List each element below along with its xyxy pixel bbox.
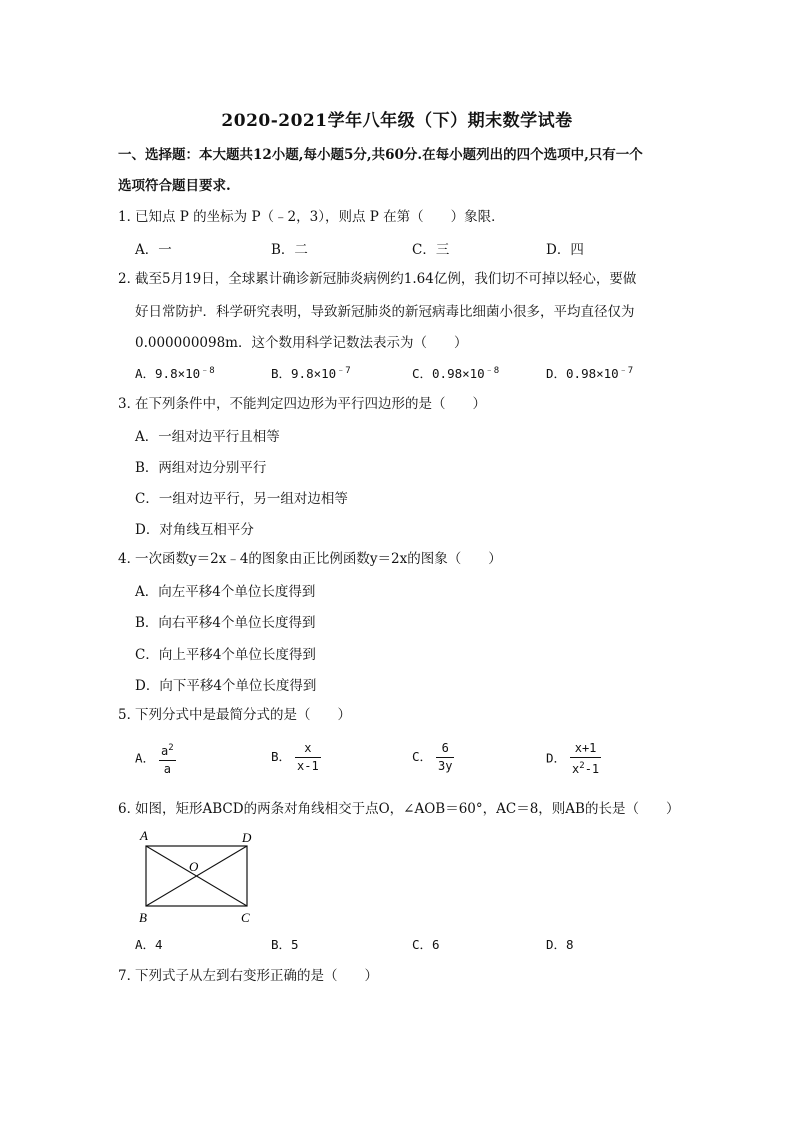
- q1-option-d: D．四: [546, 242, 584, 258]
- q2-option-c: C．$0.98\times 10^{﹣8}$: [412, 366, 500, 382]
- fraction: $\frac{x}{x-1}$: [297, 741, 319, 773]
- q6-option-a: A．4: [135, 937, 163, 952]
- q6-option-b: B．5: [271, 937, 299, 952]
- question-text: 下列分式中是最简分式的是（ ）: [135, 707, 351, 723]
- fraction: $\frac{x+1}{x^2-1}$: [572, 741, 600, 776]
- question-text-line-3: 0.000000098m．这个数用科学记数法表示为（ ）: [135, 335, 468, 351]
- question-text-line-1: 截至5月19日，全球累计确诊新冠肺炎病例约1.64亿例，我们切不可掉以轻心，要做: [135, 271, 637, 287]
- question-number: 1．: [118, 209, 141, 225]
- q2-option-b: B．$9.8\times 10^{﹣7}$: [271, 366, 351, 382]
- q4-option-b: B．向右平移4个单位长度得到: [135, 615, 316, 631]
- question-text: 下列式子从左到右变形正确的是（ ）: [135, 968, 378, 984]
- q3-option-c: C．一组对边平行，另一组对边相等: [135, 491, 348, 507]
- q3-option-a: A．一组对边平行且相等: [135, 429, 280, 445]
- q4-option-d: D．向下平移4个单位长度得到: [135, 678, 317, 694]
- label-a: A: [140, 828, 148, 843]
- q5-option-c: C． $\frac{6}{3y}$: [412, 741, 453, 773]
- question-number: 6．: [118, 801, 141, 817]
- q3-option-d: D．对角线互相平分: [135, 522, 254, 538]
- question-number: 2．: [118, 271, 141, 287]
- question-text: 如图，矩形ABCD的两条对角线相交于点O，∠AOB＝60°，AC＝8，则AB的长是（ ）: [135, 801, 680, 817]
- q2-option-d: D．$0.98\times 10^{﹣7}$: [546, 366, 634, 382]
- q1-option-a: A．一: [135, 242, 172, 258]
- q4-option-a: A．向左平移4个单位长度得到: [135, 584, 316, 600]
- q3-option-b: B．两组对边分别平行: [135, 460, 267, 476]
- q5-option-b: B． $\frac{x}{x-1}$: [271, 741, 319, 773]
- section-header-line-2: 选项符合题目要求.: [118, 178, 231, 194]
- question-text: 一次函数y＝2x﹣4的图象由正比例函数y＝2x的图象（ ）: [135, 551, 502, 567]
- label-o: O: [189, 859, 199, 874]
- q5-option-a: A． $\frac{a^2}{a}$: [135, 740, 176, 778]
- q5-option-d: D． $\frac{x+1}{x^2-1}$: [546, 741, 600, 776]
- question-number: 4．: [118, 551, 141, 567]
- q6-option-c: C．6: [412, 937, 440, 952]
- label-b: B: [139, 910, 147, 925]
- page-title: 2020-2021学年八年级（下）期末数学试卷: [221, 111, 573, 131]
- label-d: D: [242, 830, 252, 845]
- q4-option-c: C．向上平移4个单位长度得到: [135, 647, 316, 663]
- q1-option-c: C．三: [412, 242, 450, 258]
- rectangle-figure: [136, 826, 266, 926]
- q2-option-a: A．$9.8\times 10^{﹣8}$: [135, 366, 215, 382]
- question-text-line-2: 好日常防护．科学研究表明，导致新冠肺炎的新冠病毒比细菌小很多，平均直径仅为: [135, 304, 635, 320]
- question-text: 在下列条件中，不能判定四边形为平行四边形的是（ ）: [135, 396, 486, 412]
- q6-option-d: D．8: [546, 937, 574, 952]
- question-number: 7．: [118, 968, 141, 984]
- q1-option-b: B．二: [271, 242, 308, 258]
- label-c: C: [241, 910, 250, 925]
- question-number: 5．: [118, 707, 141, 723]
- question-number: 3．: [118, 396, 141, 412]
- question-text: 已知点 P 的坐标为 P（﹣2，3），则点 P 在第（ ）象限．: [135, 209, 505, 225]
- section-header-line-1: 一、选择题：本大题共12小题,每小题5分,共60分.在每小题列出的四个选项中,只有一个: [118, 147, 643, 163]
- fraction: $\frac{a^2}{a}$: [159, 740, 176, 778]
- fraction: $\frac{6}{3y}$: [438, 741, 453, 773]
